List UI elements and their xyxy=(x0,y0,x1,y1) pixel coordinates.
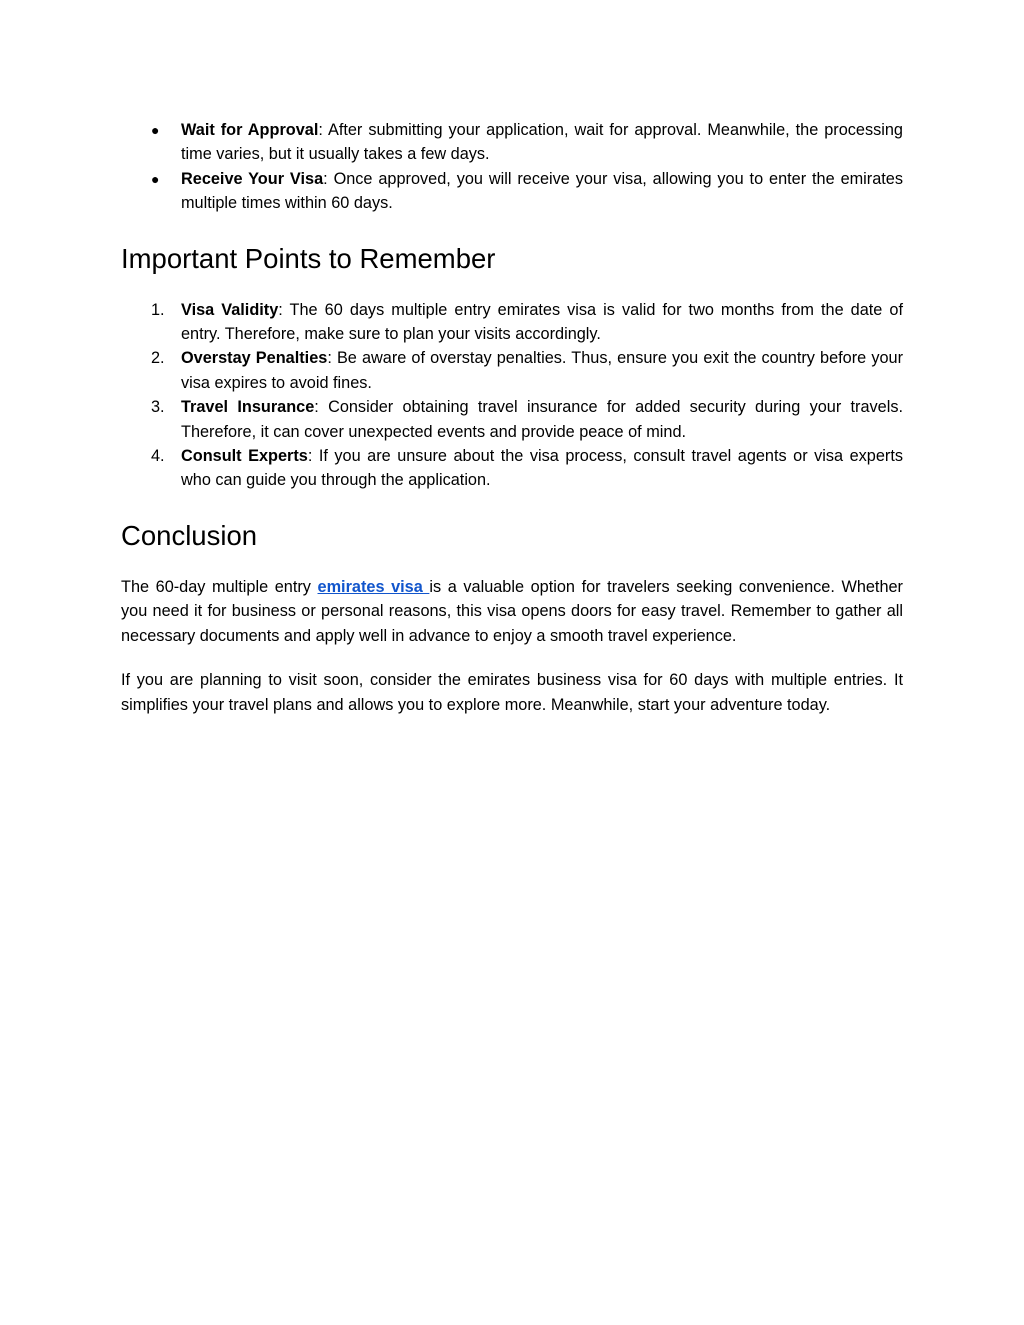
steps-bullet-list xyxy=(121,118,903,216)
list-item-text xyxy=(181,346,903,395)
list-item xyxy=(121,167,903,216)
list-item-text xyxy=(181,395,903,444)
list-item-term: Visa Validity xyxy=(181,300,279,319)
emirates-visa-link[interactable]: emirates visa xyxy=(317,577,430,596)
document-page xyxy=(121,118,903,717)
list-number: 4. xyxy=(151,447,165,466)
list-item-text xyxy=(181,298,903,347)
list-item-description: : The 60 days multiple entry emirates visa is valid for two months from the date of entry. Therefore, make sure to plan your visits accordingly. xyxy=(181,300,903,344)
list-item-description: : After submitting your application, wait for approval. Meanwhile, the processing time varies, but it usually takes a few days. xyxy=(181,121,903,164)
important-points-heading: Important Points to Remember xyxy=(121,242,496,274)
conclusion-paragraph-2: If you are planning to visit soon, consider the emirates business visa for 60 days with multiple entries. It simplifies your travel plans and allows you to explore more. Meanwhile, start your adventure today. xyxy=(121,671,903,714)
bullet-icon: ● xyxy=(151,122,160,138)
list-number: 2. xyxy=(151,349,165,368)
list-item-description: : Once approved, you will receive your visa, allowing you to enter the emirates multiple times within 60 days. xyxy=(181,169,903,213)
list-item-description: : Consider obtaining travel insurance for added security during your travels. Therefore, it can cover unexpected events and provide peace of mind. xyxy=(181,398,903,441)
list-item-description: : If you are unsure about the visa process, consult travel agents or visa experts who can guide you through the application. xyxy=(181,447,903,490)
list-item-text xyxy=(181,118,903,167)
list-item-term: Overstay Penalties xyxy=(181,349,328,368)
list-item-term: Consult Experts xyxy=(181,447,308,466)
paragraph-text: is a valuable option for travelers seeking convenience. Whether you need it for business or personal reasons, this visa opens doors for easy travel. Remember to gather all necessary documents and apply well in advance to enjoy a smooth travel experience. xyxy=(121,577,903,645)
list-number: 3. xyxy=(151,398,165,417)
important-points-list xyxy=(121,298,903,493)
bullet-icon: ● xyxy=(151,170,160,187)
list-item xyxy=(121,444,903,493)
list-item-term: Wait for Approval xyxy=(181,121,319,139)
list-item-term: Travel Insurance xyxy=(181,398,315,417)
list-item-text xyxy=(181,444,903,493)
conclusion-heading: Conclusion xyxy=(121,519,258,551)
list-item-text xyxy=(181,167,903,216)
list-item-term: Receive Your Visa xyxy=(181,169,324,188)
list-item xyxy=(121,298,903,347)
conclusion-paragraph-1 xyxy=(121,575,903,648)
list-item xyxy=(121,395,903,444)
list-item-description: : Be aware of overstay penalties. Thus, ensure you exit the country before your visa expires to avoid fines. xyxy=(181,349,903,392)
list-number: 1. xyxy=(151,300,165,319)
list-item xyxy=(121,346,903,395)
list-item xyxy=(121,118,903,167)
paragraph-text: The 60-day multiple entry xyxy=(121,577,318,596)
